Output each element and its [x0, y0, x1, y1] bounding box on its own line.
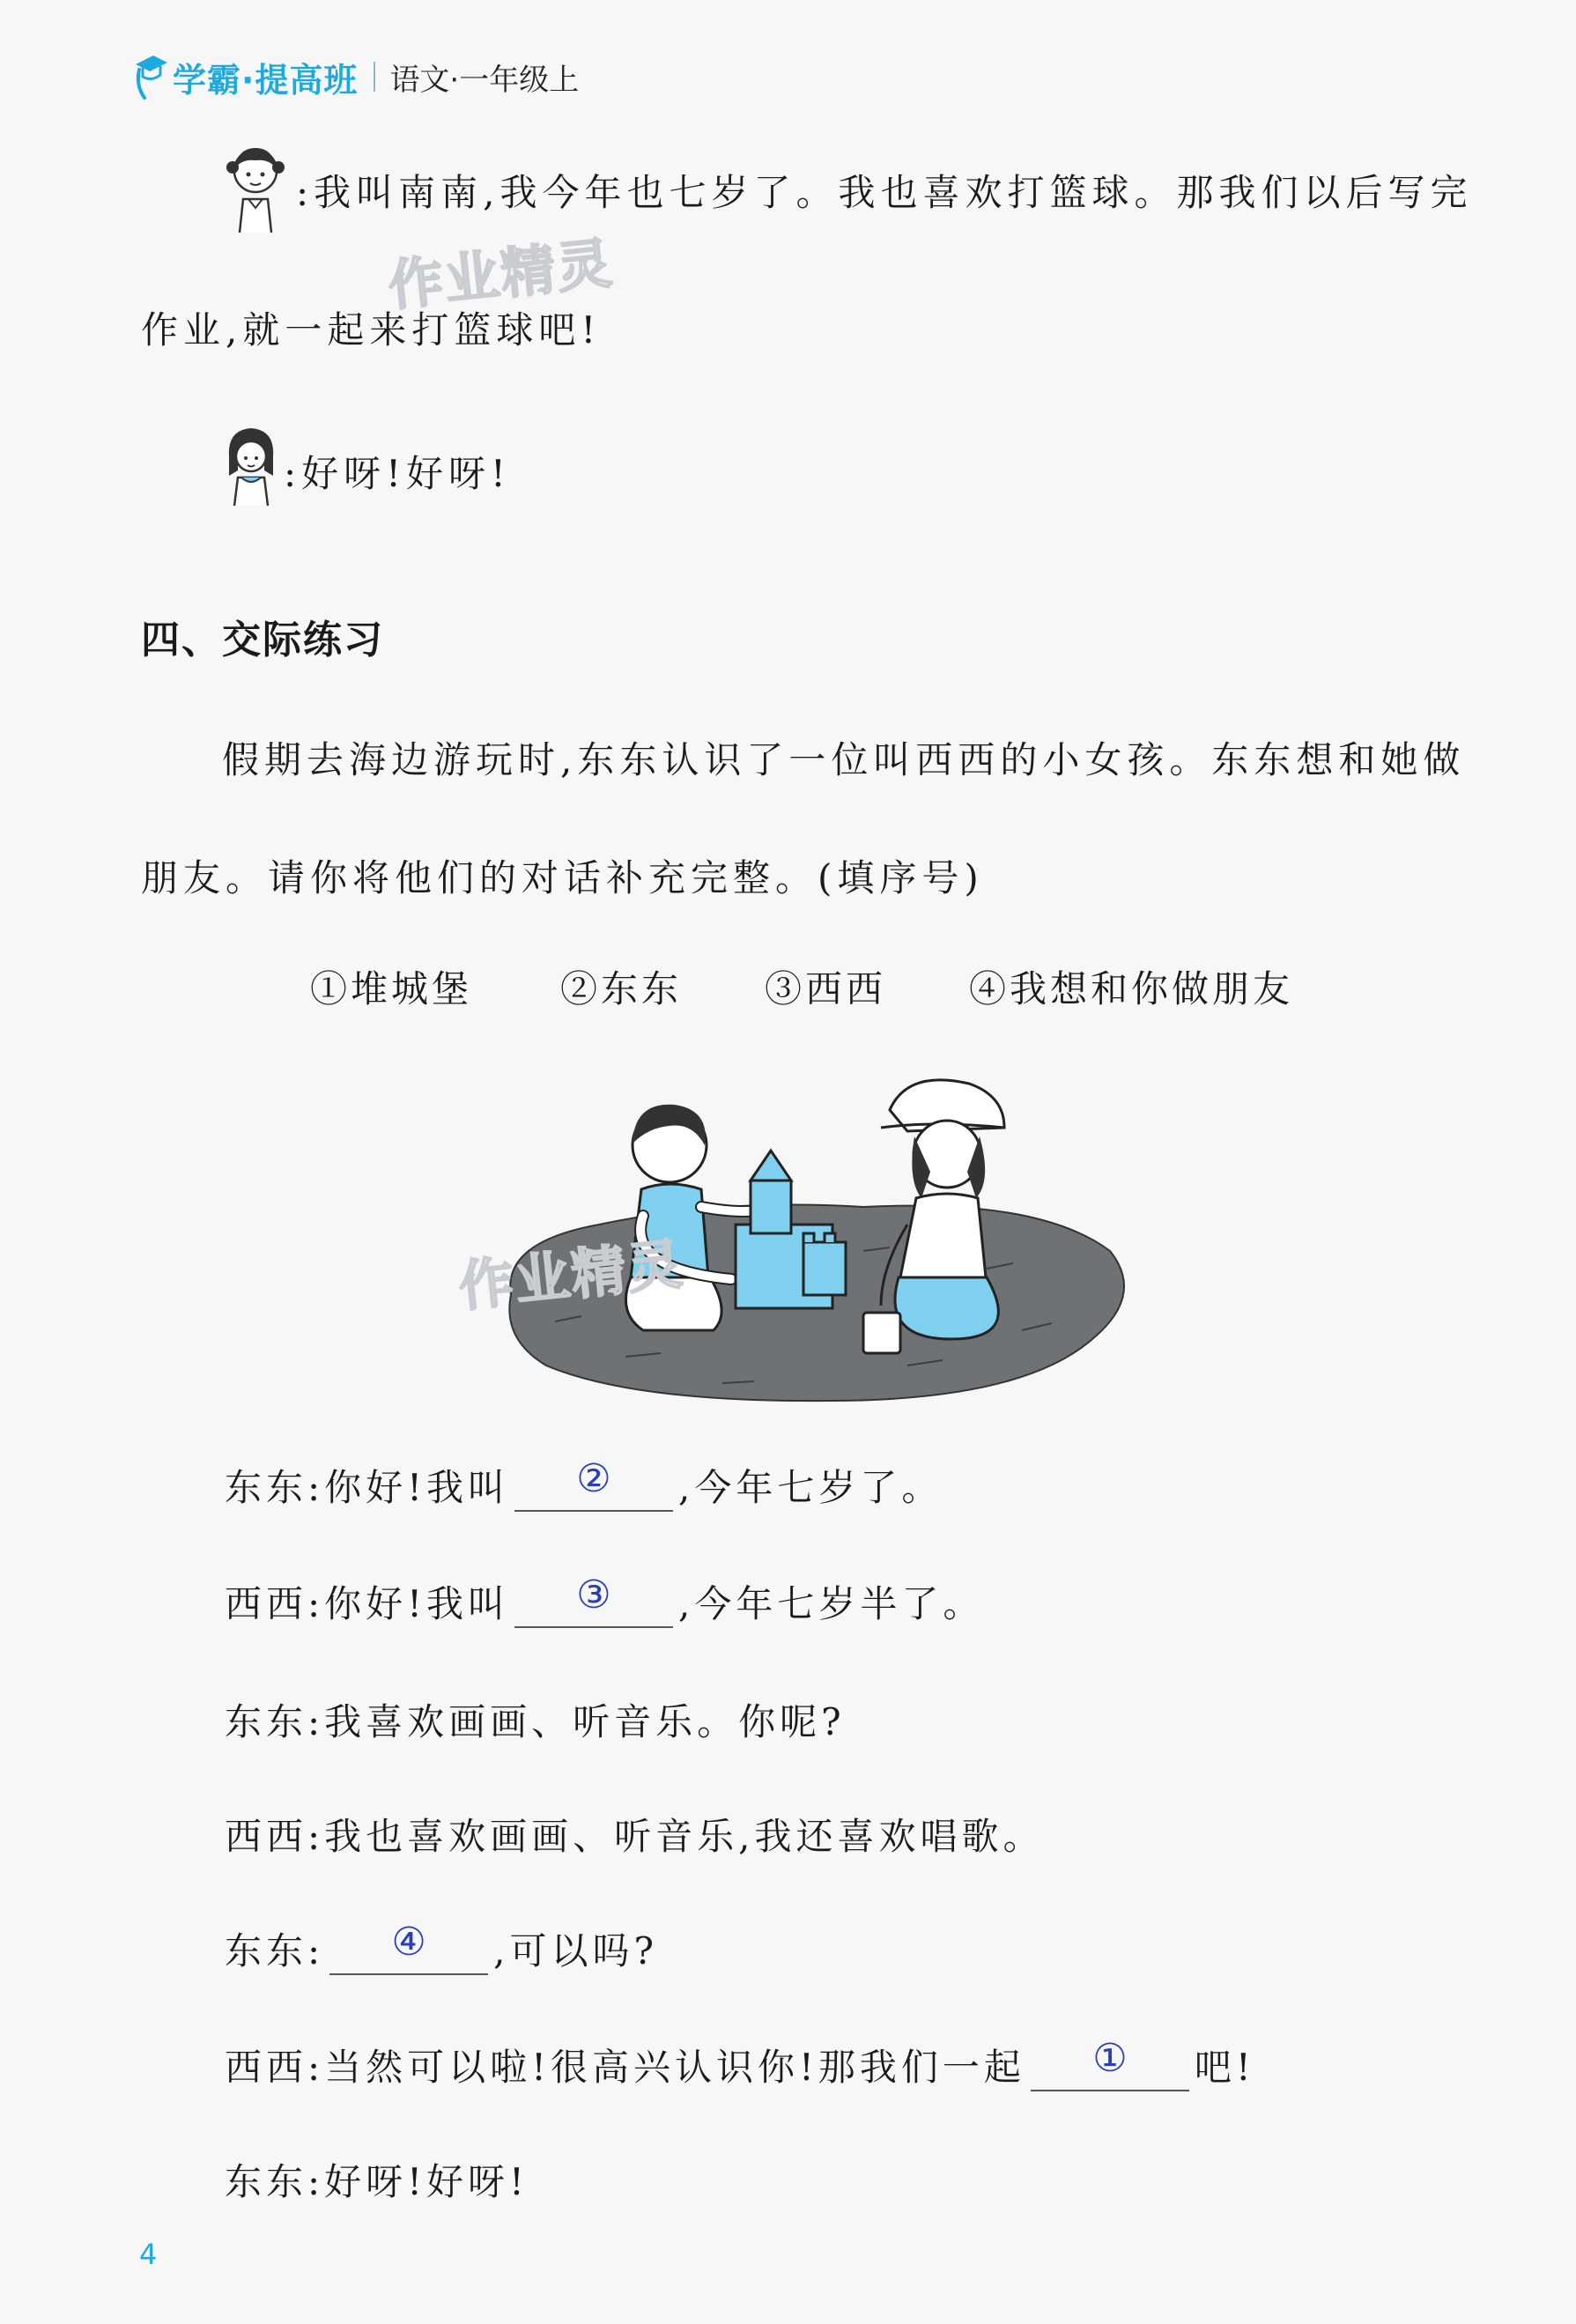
- dialogue-line-3: [225, 1693, 846, 1746]
- answer-blank-5[interactable]: [329, 1920, 488, 1975]
- dialogue-5-before: 东东:: [225, 1929, 325, 1972]
- watermark-illustration: 作业精灵: [455, 1231, 687, 1320]
- nannan-line-2: 作业,就一起来打篮球吧!: [141, 308, 602, 352]
- page-number: 4: [139, 2238, 158, 2271]
- dialogue-2-after: ,今年七岁半了。: [678, 1582, 985, 1625]
- answer-2: ③: [576, 1573, 611, 1617]
- dialogue-1-before: 东东:你好!我叫: [225, 1466, 510, 1509]
- dialogue-5-after: ,可以吗?: [493, 1929, 659, 1972]
- dialogue-2-before: 西西:你好!我叫: [225, 1582, 510, 1625]
- dialogue-line-7: [225, 2153, 529, 2206]
- option-4: ④我想和你做朋友: [969, 967, 1294, 1010]
- dialogue-3-text: 东东:我喜欢画画、听音乐。你呢?: [225, 1700, 846, 1743]
- answer-5: ④: [391, 1920, 426, 1965]
- prompt-line-1: 假期去海边游玩时,东东认识了一位叫西西的小女孩。东东想和她做: [222, 738, 1466, 781]
- graduation-cap-icon: [132, 50, 169, 103]
- header-divider: [374, 62, 375, 92]
- dialogue-line-4: [225, 1808, 1045, 1861]
- answer-blank-1[interactable]: [514, 1456, 673, 1512]
- sandcastle: [736, 1151, 846, 1308]
- section-title: 四、交际练习: [141, 618, 384, 662]
- dialogue-line-6: [225, 2036, 1255, 2091]
- dialogue-line-1: [225, 1456, 943, 1512]
- brand-title: 学霸·提高班: [173, 60, 359, 100]
- option-3: ③西西: [765, 967, 887, 1010]
- dialogue-line-5: [225, 1922, 658, 1975]
- answer-6: ①: [1092, 2036, 1128, 2081]
- option-2: ②东东: [560, 967, 683, 1010]
- girl-reply: :好呀!好呀!: [284, 452, 511, 495]
- nannan-line-1: :我叫南南,我今年也七岁了。我也喜欢打篮球。那我们以后写完: [296, 171, 1473, 214]
- prompt-line-2: 朋友。请你将他们的对话补充完整。(填序号): [141, 856, 984, 899]
- page-header: [132, 46, 579, 107]
- answer-blank-6[interactable]: [1031, 2036, 1189, 2091]
- dialogue-1-after: ,今年七岁了。: [678, 1466, 943, 1509]
- dialogue-7-text: 东东:好呀!好呀!: [225, 2160, 529, 2203]
- dialogue-6-before: 西西:当然可以啦!很高兴认识你!那我们一起: [225, 2046, 1025, 2089]
- dialogue-line-2: [225, 1575, 984, 1628]
- nannan-avatar-icon: [220, 141, 291, 238]
- watermark-top: 作业精灵: [385, 230, 617, 319]
- dialogue-6-after: 吧!: [1194, 2046, 1255, 2089]
- answer-1: ②: [576, 1456, 611, 1501]
- girl-avatar-icon: [220, 421, 282, 509]
- dialogue-4-text: 西西:我也喜欢画画、听音乐,我还喜欢唱歌。: [225, 1815, 1045, 1858]
- answer-blank-2[interactable]: [514, 1573, 673, 1628]
- option-1: ①堆城堡: [310, 967, 473, 1010]
- subject-label: 语文·一年级上: [389, 62, 580, 98]
